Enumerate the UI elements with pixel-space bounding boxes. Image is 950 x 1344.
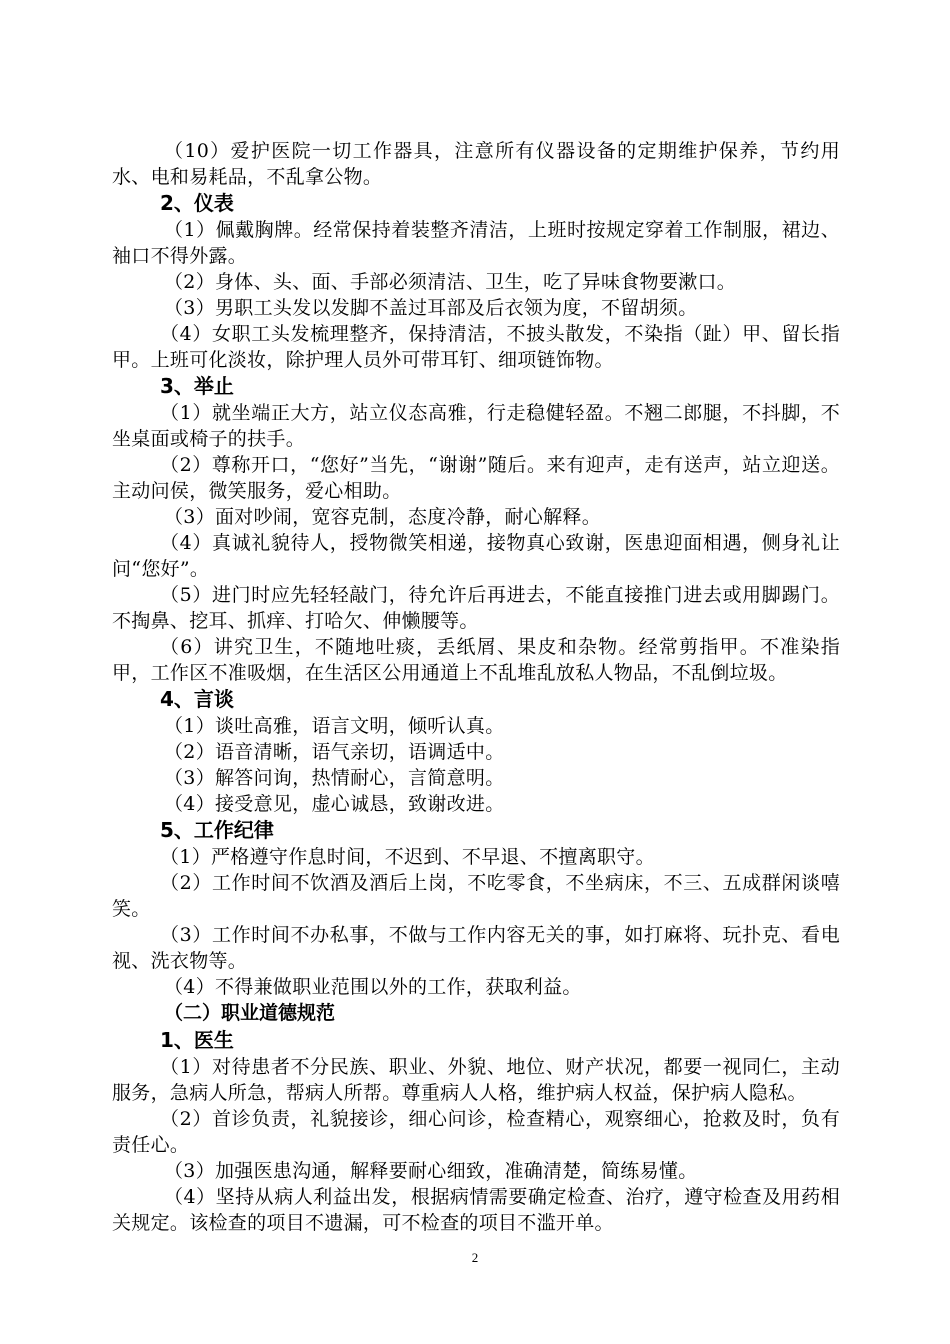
- paragraph: （3）面对吵闹，宽容克制，态度冷静，耐心解释。: [164, 506, 601, 528]
- paragraph: （4）接受意见，虚心诚恳，致谢改进。: [164, 793, 505, 815]
- section-heading: 4、言谈: [160, 687, 234, 711]
- section-heading: 1、医生: [160, 1028, 234, 1052]
- paragraph: （2）身体、头、面、手部必须清洁、卫生，吃了异味食物要漱口。: [164, 271, 737, 293]
- page-number: 2: [471, 1250, 479, 1265]
- paragraph: （4）不得兼做职业范围以外的工作，获取利益。: [164, 976, 582, 998]
- paragraph: （4）女职工头发梳理整齐，保持清洁，不披头散发，不染指（趾）甲、留长指甲。上班可化淡妆，除护理人员外可带耳钉、细项链饰物。: [112, 323, 840, 371]
- paragraph: （2）工作时间不饮酒及酒后上岗，不吃零食，不坐病床，不三、五成群闲谈嘻笑。: [112, 872, 840, 920]
- paragraph: （10）爱护医院一切工作器具，注意所有仪器设备的定期维护保养，节约用水、电和易耗品，不乱拿公物。: [112, 140, 840, 188]
- paragraph: （4）真诚礼貌待人，授物微笑相递，接物真心致谢，医患迎面相遇，侧身礼让问“您好”。: [112, 532, 840, 580]
- paragraph: （2）语音清晰，语气亲切，语调适中。: [164, 741, 505, 763]
- paragraph: （5）进门时应先轻轻敲门，待允许后再进去，不能直接推门进去或用脚踢门。不掏鼻、挖耳、抓痒、打哈欠、伸懒腰等。: [112, 584, 840, 632]
- paragraph: （1）佩戴胸牌。经常保持着装整齐清洁，上班时按规定穿着工作制服，裙边、袖口不得外露。: [112, 219, 840, 267]
- paragraph: （3）工作时间不办私事，不做与工作内容无关的事，如打麻将、玩扑克、看电视、洗衣物等。: [112, 924, 840, 972]
- section-heading: 5、工作纪律: [160, 818, 274, 842]
- paragraph: （1）对待患者不分民族、职业、外貌、地位、财产状况，都要一视同仁，主动服务，急病人所急，帮病人所帮。尊重病人人格，维护病人权益，保护病人隐私。: [112, 1056, 840, 1104]
- paragraph: （2）首诊负责，礼貌接诊，细心问诊，检查精心，观察细心，抢救及时，负有责任心。: [112, 1108, 840, 1156]
- paragraph: （1）严格遵守作息时间，不迟到、不早退、不擅离职守。: [160, 846, 655, 868]
- paragraph: （1）就坐端正大方，站立仪态高雅，行走稳健轻盈。不翘二郎腿，不抖脚，不坐桌面或椅子的扶手。: [112, 402, 840, 450]
- document-body: [112, 138, 840, 1236]
- paragraph: （4）坚持从病人利益出发，根据病情需要确定检查、治疗，遵守检查及用药相关规定。该检查的项目不遗漏，可不检查的项目不滥开单。: [112, 1186, 840, 1234]
- section-heading: 3、举止: [160, 374, 234, 398]
- paragraph: （3）解答问询，热情耐心，言简意明。: [164, 767, 505, 789]
- paragraph: （3）男职工头发以发脚不盖过耳部及后衣领为度，不留胡须。: [164, 297, 698, 319]
- paragraph: （1）谈吐高雅，语言文明，倾听认真。: [164, 715, 505, 737]
- chapter-heading: （二）职业道德规范: [164, 1002, 336, 1024]
- paragraph: （2）尊称开口，“您好”当先，“谢谢”随后。来有迎声，走有送声，站立迎送。主动问侯，微笑服务，爱心相助。: [112, 454, 840, 502]
- section-heading: 2、仪表: [160, 191, 234, 215]
- paragraph: （3）加强医患沟通，解释要耐心细致，准确清楚，简练易懂。: [164, 1160, 698, 1182]
- paragraph: （6）讲究卫生，不随地吐痰，丢纸屑、果皮和杂物。经常剪指甲。不准染指甲，工作区不准吸烟，在生活区公用通道上不乱堆乱放私人物品，不乱倒垃圾。: [112, 636, 840, 684]
